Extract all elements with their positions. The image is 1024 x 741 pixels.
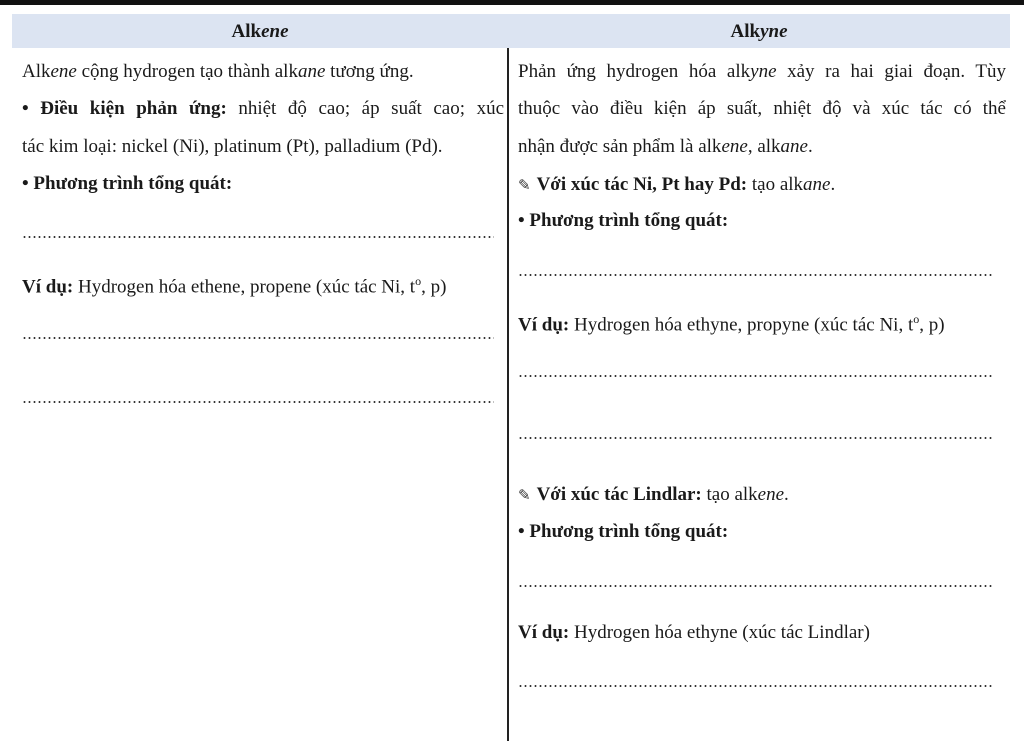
alkyne-equation-blank-1	[518, 274, 992, 276]
alkene-example-blank-1	[22, 337, 494, 339]
alkyne-case-lindlar: ✎ Với xúc tác Lindlar: tạo alkene.	[518, 484, 789, 505]
alkyne-example-2: Ví dụ: Hydrogen hóa ethyne (xúc tác Lindlar)	[518, 622, 870, 643]
alkyne-example-blank-3	[518, 685, 992, 687]
alkyne-example-blank-2	[518, 437, 992, 439]
alkene-condition: • Điều kiện phản ứng: nhiệt độ cao; áp suất cao; xúc	[22, 98, 505, 119]
alkyne-intro-line2: thuộc vào điều kiện áp suất, nhiệt độ và xúc tác có thể	[518, 98, 1006, 119]
alkene-example-blank-2	[22, 401, 494, 403]
alkyne-case-ni-pt-pd: ✎ Với xúc tác Ni, Pt hay Pd: tạo alkane.	[518, 174, 836, 195]
header-alkyne: Alkyne	[730, 21, 788, 42]
alkyne-intro-line1: Phản ứng hydrogen hóa alkyne xảy ra hai giai đoạn. Tùy	[518, 61, 1007, 82]
column-divider	[507, 48, 509, 741]
alkene-general-equation-label: • Phương trình tổng quát:	[22, 173, 233, 194]
alkene-intro: Alkene cộng hydrogen tạo thành alkane tương ứng.	[22, 61, 414, 82]
alkyne-equation-blank-2	[518, 585, 992, 587]
alkene-equation-blank	[22, 236, 494, 238]
top-border	[0, 0, 1024, 5]
pencil-icon: ✎	[518, 488, 531, 504]
alkyne-general-equation-label-1: • Phương trình tổng quát:	[518, 210, 729, 231]
alkene-example: Ví dụ: Hydrogen hóa ethene, propene (xúc tác Ni, $t^o$, p)	[22, 274, 447, 298]
alkyne-example-1: Ví dụ: Hydrogen hóa ethyne, propyne (xúc tác Ni, $t^o$, p)	[518, 312, 945, 336]
alkyne-general-equation-label-2: • Phương trình tổng quát:	[518, 521, 729, 542]
pencil-icon: ✎	[518, 178, 531, 194]
alkene-condition-cont: tác kim loại: nickel (Ni), platinum (Pt), palladium (Pd).	[22, 136, 443, 157]
alkyne-example-blank-1	[518, 375, 992, 377]
alkyne-intro-line3: nhận được sản phẩm là alkene, alkane.	[518, 136, 813, 157]
header-alkene: Alkene	[231, 21, 289, 42]
table-header	[12, 14, 1010, 48]
